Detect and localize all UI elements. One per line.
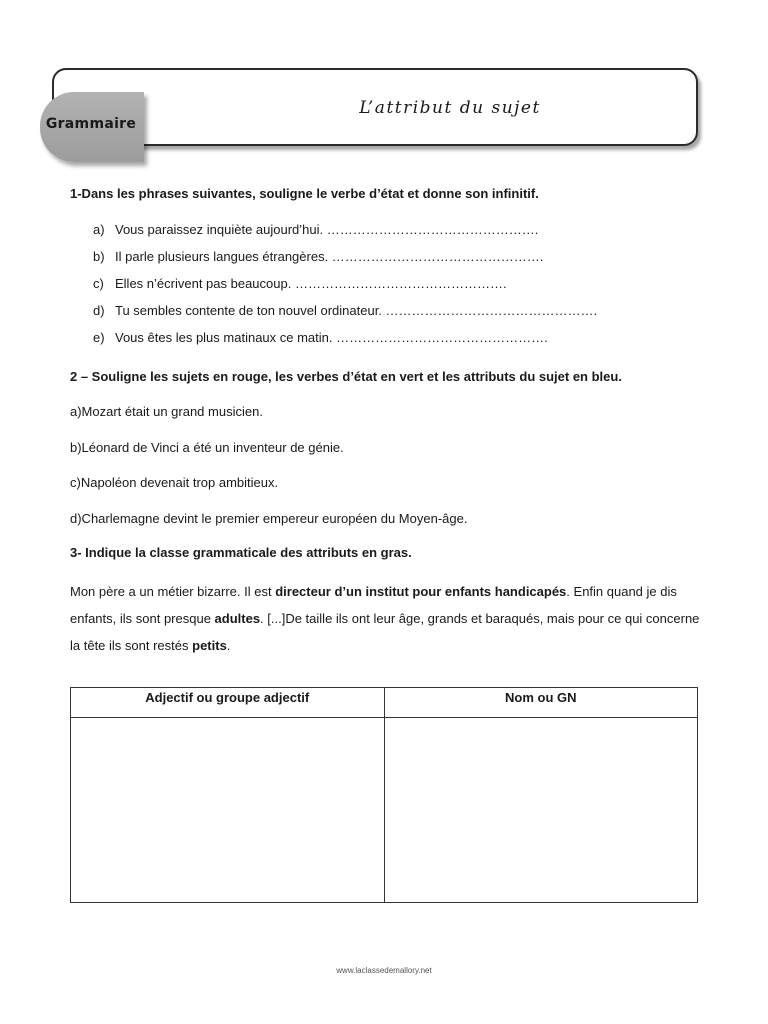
exercise-2-sentence: c)Napoléon devenait trop ambitieux. <box>70 475 279 490</box>
subject-tab <box>40 92 144 162</box>
page-title: L’attribut du sujet <box>359 98 541 118</box>
exercise-2-title: 2 – Souligne les sujets en rouge, les verbes d’état en vert et les attributs du sujet en bleu. <box>70 369 622 384</box>
item-text: Vous êtes les plus matinaux ce matin. …………………………………………. <box>115 330 548 345</box>
subject-tab-label: Grammaire <box>45 116 137 132</box>
column-header-noun: Nom ou GN <box>384 688 698 718</box>
exercise-3-paragraph: Mon père a un métier bizarre. Il est directeur d’un institut pour enfants handicapés. Enfin quand je dis enfants, ils sont presque adultes. [...]De taille ils ont leur âge, grands et baraqués, mais pour ce qui concerne la tête ils sont restés petits. <box>70 584 700 653</box>
exercise-1-item <box>93 222 538 237</box>
exercise-1-title: 1-Dans les phrases suivantes, souligne le verbe d’état et donne son infinitif. <box>70 186 539 201</box>
bold-attribute: petits <box>192 638 227 653</box>
bold-attribute: directeur d’un institut pour enfants handicapés <box>275 584 567 599</box>
item-label: d) <box>93 303 105 318</box>
item-text: Elles n’écrivent pas beaucoup. …………………………………………. <box>115 276 507 291</box>
exercise-3-title: 3- Indique la classe grammaticale des attributs en gras. <box>70 545 412 560</box>
item-label: e) <box>93 330 105 345</box>
footer-url: www.laclassedemallory.net <box>336 966 432 975</box>
item-text: Il parle plusieurs langues étrangères. …………………………………………. <box>115 249 544 264</box>
column-header-adjective: Adjectif ou groupe adjectif <box>71 688 385 718</box>
exercise-1-item <box>93 330 548 345</box>
answer-cell-adjective[interactable] <box>71 718 385 903</box>
item-text: Vous paraissez inquiète aujourd’hui. …………………………………………. <box>115 222 539 237</box>
exercise-2-sentence: b)Léonard de Vinci a été un inventeur de génie. <box>70 440 344 455</box>
exercise-2-sentence: d)Charlemagne devint le premier empereur européen du Moyen-âge. <box>70 511 468 526</box>
answer-cell-noun[interactable] <box>384 718 698 903</box>
item-label: c) <box>93 276 104 291</box>
bold-attribute: adultes <box>214 611 261 626</box>
exercise-2-sentence: a)Mozart était un grand musicien. <box>70 404 263 419</box>
item-label: a) <box>93 222 105 237</box>
item-label: b) <box>93 249 105 264</box>
item-text: Tu sembles contente de ton nouvel ordinateur. …………………………………………. <box>115 303 598 318</box>
exercise-1-item <box>93 276 507 291</box>
exercise-1-item <box>93 303 597 318</box>
exercise-1-item <box>93 249 543 264</box>
answer-table <box>70 687 698 903</box>
